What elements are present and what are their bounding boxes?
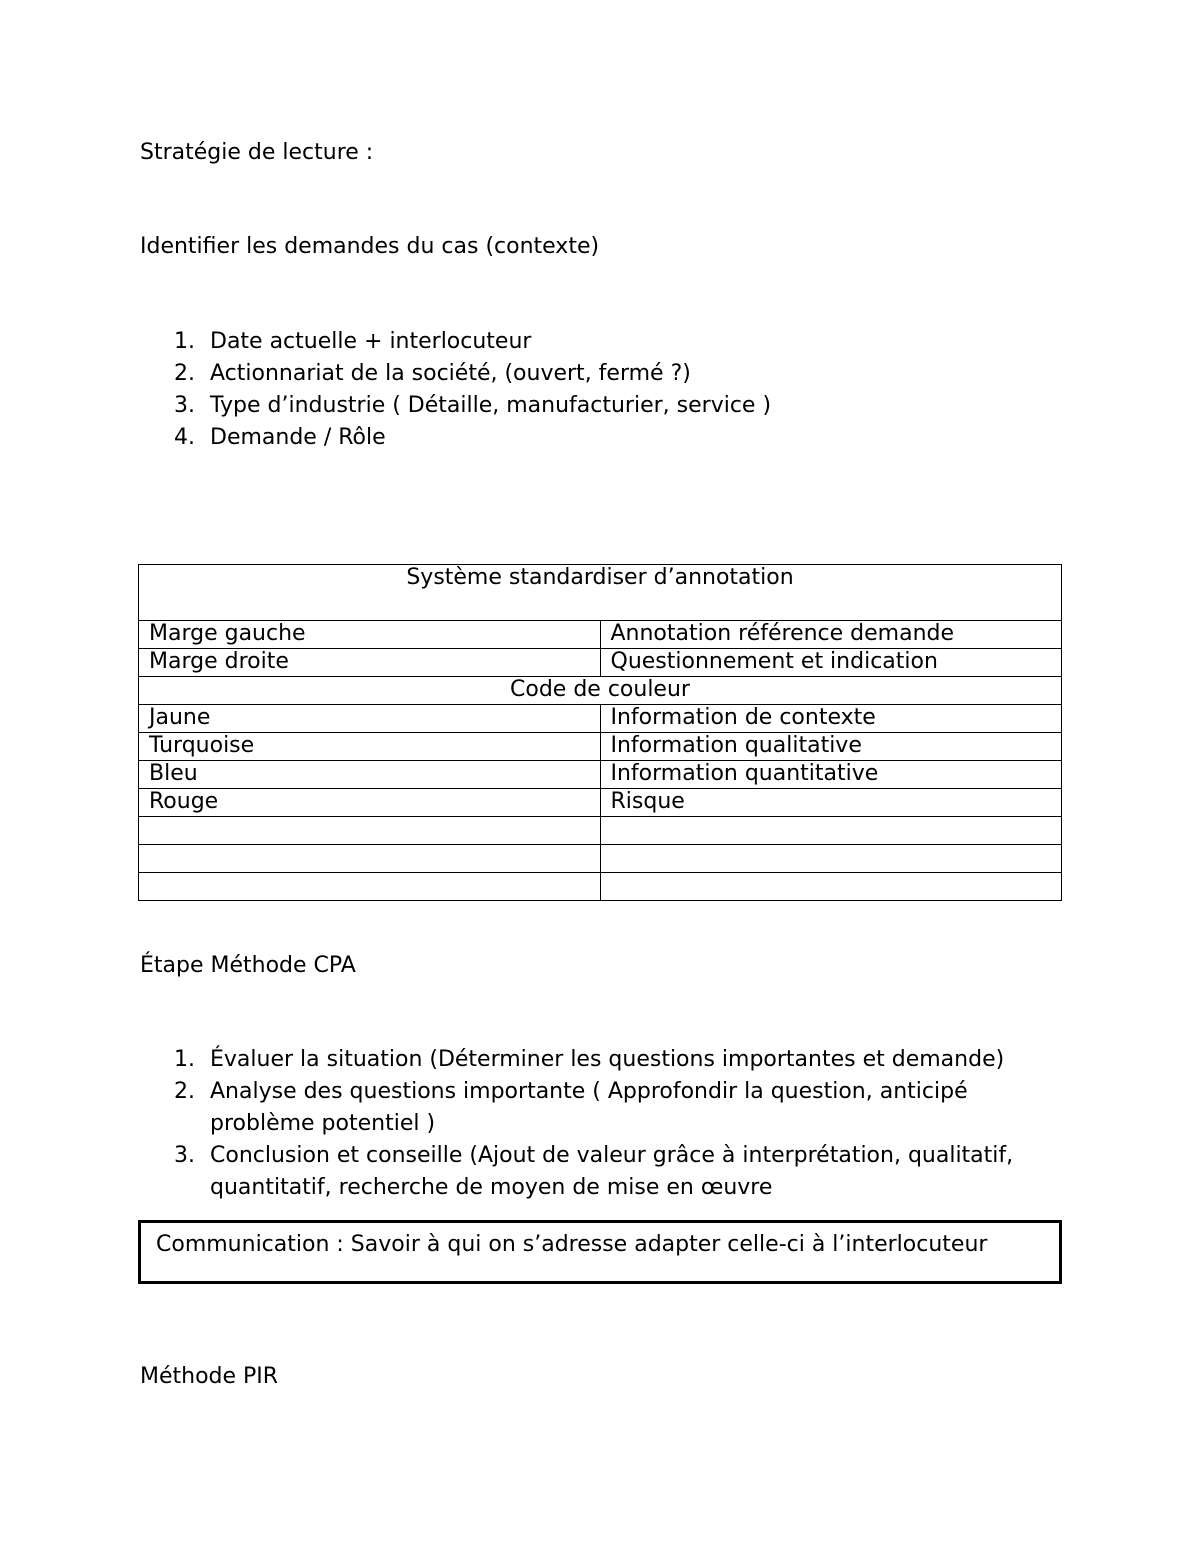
table-cell: Bleu [139, 761, 601, 789]
list-item [140, 390, 1040, 422]
table-row [139, 705, 1062, 733]
communication-text: Communication : Savoir à qui on s’adresse adapter celle-ci à l’interlocuteur [156, 1232, 988, 1257]
list-item [140, 326, 1040, 358]
table-subheader: Code de couleur [139, 677, 1062, 705]
table-row [139, 649, 1062, 677]
list-number: 2. [174, 361, 195, 386]
table-subheader-row [139, 677, 1062, 705]
table-cell: Marge gauche [139, 621, 601, 649]
table-cell [600, 873, 1062, 901]
list-text: Date actuelle + interlocuteur [210, 329, 532, 354]
section-heading-cpa: Étape Méthode CPA [140, 953, 356, 978]
list-number: 4. [174, 425, 195, 450]
list-text: Type d’industrie ( Détaille, manufacturier, service ) [210, 393, 772, 418]
list-text: Actionnariat de la société, (ouvert, fermé ?) [210, 361, 691, 386]
communication-box [138, 1220, 1062, 1284]
list-item [140, 1140, 1070, 1204]
table-cell: Questionnement et indication [600, 649, 1062, 677]
list-text: Demande / Rôle [210, 425, 386, 450]
list-number: 3. [174, 1143, 195, 1168]
list-number: 3. [174, 393, 195, 418]
table-row [139, 761, 1062, 789]
list-number: 1. [174, 329, 195, 354]
list-text: Analyse des questions importante ( Approfondir la question, anticipé problème potentiel ) [210, 1079, 968, 1136]
document-title: Stratégie de lecture : [140, 140, 374, 165]
table-row [139, 621, 1062, 649]
table-cell: Rouge [139, 789, 601, 817]
table-cell: Jaune [139, 705, 601, 733]
table-cell [600, 845, 1062, 873]
table-cell: Information quantitative [600, 761, 1062, 789]
table-cell [139, 873, 601, 901]
table-row [139, 733, 1062, 761]
list-number: 1. [174, 1047, 195, 1072]
list-item [140, 422, 1040, 454]
table-row [139, 817, 1062, 845]
table-cell: Turquoise [139, 733, 601, 761]
table-cell: Annotation référence demande [600, 621, 1062, 649]
table-cell [139, 817, 601, 845]
section-heading-pir: Méthode PIR [140, 1364, 279, 1389]
list-item [140, 358, 1040, 390]
list-item [140, 1076, 1070, 1140]
table-cell: Risque [600, 789, 1062, 817]
table-cell [600, 817, 1062, 845]
list-text: Évaluer la situation (Déterminer les questions importantes et demande) [210, 1047, 1005, 1072]
section-heading-demandes: Identifier les demandes du cas (contexte) [140, 234, 600, 259]
table-cell [139, 845, 601, 873]
list-item [140, 1044, 1070, 1076]
annotation-table [138, 564, 1062, 901]
list-text: Conclusion et conseille (Ajout de valeur grâce à interprétation, qualitatif, quantitatif, recherche de moyen de mise en œuvre [210, 1143, 1014, 1200]
list-cpa [140, 1044, 1070, 1204]
list-demandes [140, 326, 1040, 454]
table-header: Système standardiser d’annotation [139, 565, 1062, 621]
table-row [139, 873, 1062, 901]
table-cell: Marge droite [139, 649, 601, 677]
table-row [139, 845, 1062, 873]
table-cell: Information de contexte [600, 705, 1062, 733]
table-cell: Information qualitative [600, 733, 1062, 761]
table-header-row [139, 565, 1062, 621]
table-row [139, 789, 1062, 817]
list-number: 2. [174, 1079, 195, 1104]
